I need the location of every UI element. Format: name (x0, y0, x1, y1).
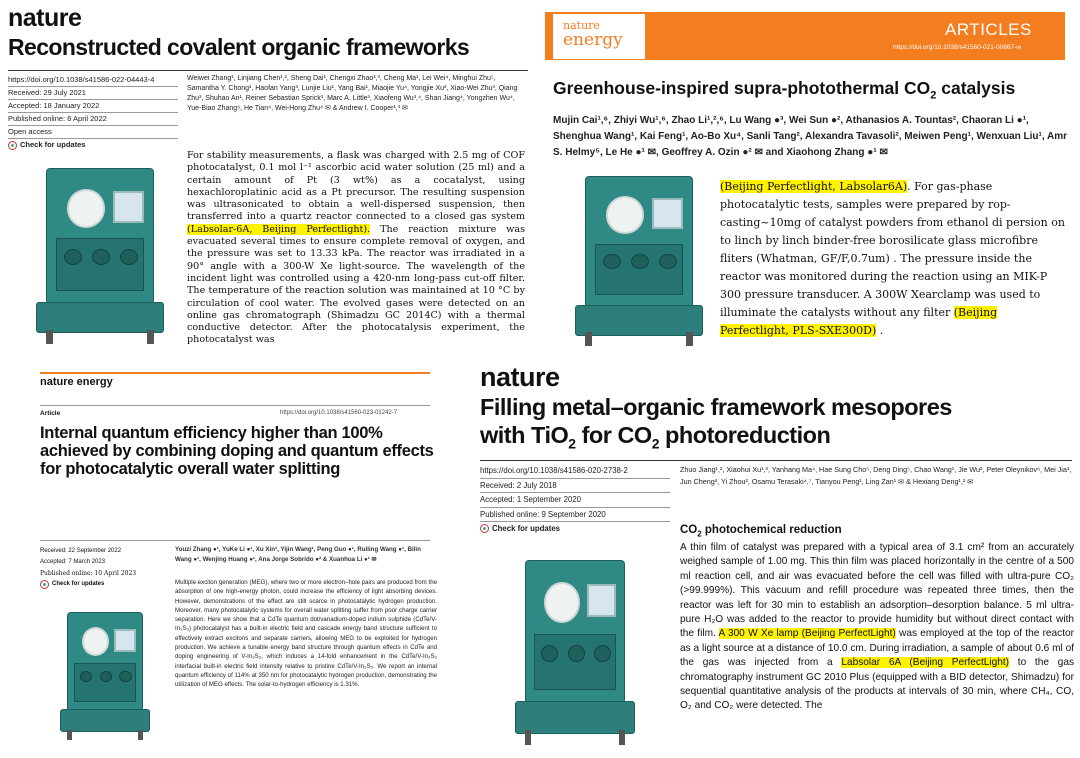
article-metadata (480, 464, 670, 538)
check-updates-label: Check for updates (492, 524, 561, 533)
author-list: Youzi Zhang ●¹, YuKe Li ●¹, Xu Xin¹, Yijin Wang¹, Peng Guo ●¹, Ruiling Wang ●¹, Bilin Wang ●¹, Wenjing Huang ●¹, Ana Jorge Sobrido ●² & Xuanhua Li ●¹ ✉ (175, 546, 421, 563)
author-list: Weiwei Zhang¹, Linjiang Chen¹,², Sheng Dai¹, Chengxi Zhao¹,³, Cheng Ma¹, Lei Wei⁴, Minghui Zhu⁵, Samantha Y. Chong¹, Haofan Yang³, Lunjie Liu¹, Yang Bai¹, Miaojie Yu⁴, Yongjie Xu³, Xiao-Wei Zhu³, Qiang Zhu³, Shuhao An¹, Reiner Sebastian Sprick³, Marc A. Little³, Xiaofeng Wu³,⁴, Shan Jiang⁴, Yongzhen Wu⁴, Yue-Biao Zhang⁶, He Tian⁴, Wei-Hong Zhu⁴ ✉ & Andrew I. Cooper¹,³ ✉ (187, 75, 518, 112)
section-heading: $CO_2$ photochemical reduction (680, 524, 842, 539)
highlighted-equipment-a: A 300 W Xe lamp (Beijing PerfectLight) (718, 628, 896, 640)
article-metadata (40, 546, 165, 594)
article-title: Reconstructed covalent organic frameworks (8, 34, 470, 60)
check-updates-button[interactable] (40, 579, 104, 590)
abstract-paragraph: Multiple exciton generation (MEG), where two or more electron–hole pairs are produced from the absorption of one high-energy photon, could increase the efficiency of light absorbing devices. However, demonstrations of the effect are still scarce in photocatalytic hydrogen production. Moreover, many photocatalytic systems for overall water splitting suffer from poor charge carrier separation. Here we show that a CdTe quantum dot/vanadium-doped indium sulphide (CdTe/V-In₂S₃) photocatalyst has a built-in electric field and cascade energy band structure sufficient to effectively extract excitons and separate carriers, allowing MEG to be exploited for hydrogen production. We achieve a tunable energy band structure through quantum effects in CdTe and doping engineering of V-In₂S₃, which induces a 14-fold enhancement in the CdTe/V-In₂S₃ interfacial built-in electric field intensity relative to pristine CdTe/V-In₂S₃. We report an internal quantum efficiency of 114% at 350 nm for photocatalytic hydrogen production, demonstrating the utilization of MEG effects. The solar-to-hydrogen efficiency is 1.31%. (175, 579, 437, 689)
doi-link[interactable]: https://doi.org/10.1038/s41560-021-00867-w (893, 44, 1021, 51)
accepted-date: Accepted: 1 September 2020 (480, 492, 670, 507)
article-panel-mof-tio2 (460, 360, 1080, 758)
received-date: Received: 2 July 2018 (480, 478, 670, 493)
check-updates-icon (480, 524, 489, 533)
journal-logo: nature (480, 362, 560, 392)
article-panel-quantum-efficiency (0, 360, 445, 758)
published-date: Published online: 9 September 2020 (480, 507, 670, 522)
article-title: Internal quantum efficiency higher than 100% achieved by combining doping and quantum effects for photocatalytic overall water splitting (40, 424, 434, 478)
journal-logo: nature energy (553, 14, 645, 59)
reactor-photo (36, 168, 164, 344)
check-updates-label: Check for updates (20, 140, 86, 149)
section-label: ARTICLES (945, 20, 1032, 39)
article-type: Article (40, 410, 61, 417)
reactor-photo (575, 176, 703, 346)
published-date: Published online: 10 April 2023 (40, 570, 137, 577)
reactor-photo (515, 560, 635, 745)
doi-link[interactable]: https://doi.org/10.1038/s41560-023-01242-7 (280, 410, 398, 416)
highlighted-equipment-b: Labsolar 6A (Beijing PerfectLight) (841, 657, 1010, 669)
reactor-photo (60, 612, 150, 740)
doi-link[interactable]: https://doi.org/10.1038/s41586-022-04443-4 (8, 75, 155, 84)
article-title: Greenhouse-inspired supra-photothermal $CO_2$ catalysis (553, 78, 1016, 102)
accepted-date: Accepted: 18 January 2022 (8, 99, 178, 112)
doi-link[interactable]: https://doi.org/10.1038/s41586-020-2738-2 (480, 466, 628, 475)
article-panel-reconstructed-cof (0, 0, 535, 352)
received-date: Received: 22 September 2022 (40, 548, 122, 554)
methods-paragraph: (Beijing Perfectlight, Labsolar6A). For gas-phase photocatalytic tests, samples were prepared by rop-casting~10mg of catalyst powders from ethanol di persion on to linch by linch binder-free borosilicate glass microfibre fliters (Whatman, GF/F,0.7um) . The pressure inside the reactor was monitored during the reaction using an MIK-P 300 pressure transducer. A 300W Xearclamp was used to illuminate the catalysts without any filter (Beijing Perfectlight, PLS-SXE300D) . (720, 180, 1065, 337)
check-updates-icon (8, 141, 17, 150)
author-list: Zhuo Jiang¹,², Xiaohui Xu¹,³, Yanhang Ma⁴, Hae Sung Cho⁵, Deng Ding⁵, Chao Wang¹, Jie Wu², Peter Oleynikov⁶, Mei Jia³, Jun Cheng³, Yi Zhou², Osamu Terasaki⁴,⁷, Tianyou Peng¹, Ling Zan¹ ✉ & Hexiang Deng¹,² ✉ (680, 465, 1072, 486)
open-access-label: Open access (8, 125, 178, 138)
check-updates-icon (40, 580, 49, 589)
methods-paragraph: For stability measurements, a flask was charged with 2.5 mg of COF photocatalyst, 0.1 mol l⁻¹ ascorbic acid water solution (25 ml) and a certain amount of Pt (3 wt%) as a cocatalyst, using hexachloroplatinic acid as a Pt precursor. The resulting suspension was ultrasonicated to obtain a well-dispersed suspension, then transferred into a quartz reactor connected to a closed gas system (Labsolar-6A, Beijing Perfectlight). The reaction mixture was evacuated several times to ensure complete removal of oxygen, and the pressure was set to 13.33 kPa. The reactor was irradiated in a 90° angle with a 300-W Xe light-source. The wavelength of the incident light was controlled using a 420-nm long-pass cut-off filter. The temperature of the reaction solution was maintained at 10 °C by circulation of cool water. The evolved gases were detected on an online gas chromatograph (Shimadzu GC 2014C) with a thermal conductive detector. After the photocatalysis experiment, the photocatalyst was (187, 150, 526, 346)
highlighted-equipment: (Labsolar-6A, Beijing Perfectlight). (187, 223, 371, 235)
article-metadata (8, 74, 178, 154)
journal-logo: nature energy (40, 376, 113, 388)
accepted-date: Accepted: 7 March 2023 (40, 559, 106, 565)
highlighted-equipment-a: (Beijing Perfectlight, Labsolar6A) (720, 180, 908, 193)
published-date: Published online: 6 April 2022 (8, 112, 178, 125)
check-updates-button[interactable] (8, 139, 85, 151)
journal-logo: nature (8, 4, 82, 32)
article-title: Filling metal–organic framework mesopores with TiO$_2$ for $CO_2$ photoreduction (480, 394, 952, 452)
article-panel-greenhouse-co2 (545, 0, 1080, 352)
highlighted-equipment-b: (Beijing Perfectlight, PLS-SXE300D) (720, 306, 998, 337)
check-updates-button[interactable] (480, 522, 560, 536)
check-updates-label: Check for updates (52, 581, 105, 587)
methods-paragraph: A thin film of catalyst was prepared with a typical area of 3.1 cm² from an accurately weighed sample of 1.00 mg. This thin film was placed horizontally in the centre of a 500 ml reaction cell, and air was evacuated before the cell was filled with ultra-pure CO₂ (>99.999%). This vacuum and refill procedure was repeated three times, then the reactor was left for 30 min to establish an adsorption–desorption balance. 5 ml ultra-pure H₂O was added to the reactor to provide humidity but without direct contact with the film. A 300 W Xe lamp (Beijing PerfectLight) was employed at the top of the reactor as a light source at a distance of 10.0 cm. During irradiation, a sample of about 0.6 ml of the gas was injected from a Labsolar 6A (Beijing PerfectLight) to the gas chromatography instrument GC 2010 Plus (equipped with a BID detector, Shimadzu) for sequential quantitative analysis of the products at intervals of 30 min, where CH₄, CO, O₂ and CO₂ were detected. The (680, 542, 1074, 712)
author-list: Mujin Cai¹,⁶, Zhiyi Wu¹,⁶, Zhao Li¹,²,⁶, Lu Wang ●³, Wei Sun ●², Athanasios A. Tountas², Chaoran Li ●¹, Shenghua Wang¹, Kai Feng¹, Ao-Bo Xu⁴, Sanli Tang², Alexandra Tavasoli², Meiwen Peng¹, Wenxuan Liu¹, Amr S. Helmy⁵, Le He ●¹ ✉, Geoffrey A. Ozin ●² ✉ and Xiaohong Zhang ●¹ ✉ (553, 115, 1068, 158)
received-date: Received: 29 July 2021 (8, 86, 178, 99)
